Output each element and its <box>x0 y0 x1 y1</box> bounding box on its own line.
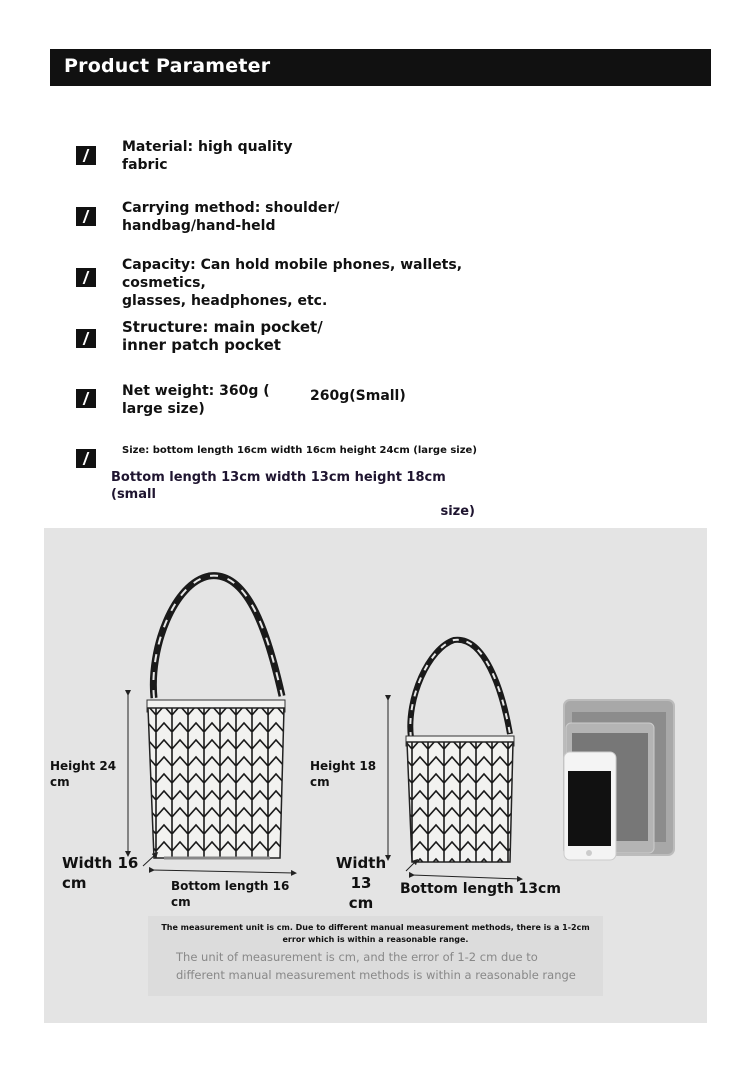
param-text: Carrying method: shoulder/ handbag/hand-held <box>122 200 340 234</box>
section-header <box>50 49 711 86</box>
small-height-label: Height 18 cm <box>310 759 377 789</box>
weight-small-note: 260g(Small) <box>310 388 406 404</box>
small-bag-image <box>406 640 514 862</box>
measurement-note-light: The unit of measurement is cm, and the error of 1-2 cm due to different manual measurement methods is within a reasonable range <box>176 950 576 982</box>
param-material <box>76 138 536 178</box>
section-title: Product Parameter <box>64 55 271 77</box>
param-carrying <box>76 199 536 239</box>
param-text: Size: bottom length 16cm width 16cm height 24cm (large size) <box>122 445 477 456</box>
measurement-note-bold: The measurement unit is cm. Due to different manual measurement methods, there is a 1-2cm error which is within a reasonable range. <box>161 923 590 944</box>
size-small-line2: size) <box>440 504 475 519</box>
slash-bullet-icon <box>76 207 96 226</box>
param-size <box>76 442 536 472</box>
param-capacity <box>76 256 536 309</box>
size-small-line1: Bottom length 13cm width 13cm height 18cm (small <box>111 470 446 502</box>
large-bag-image <box>147 576 285 858</box>
slash-bullet-icon <box>76 146 96 165</box>
measurement-note <box>148 916 603 996</box>
large-bottom-label: Bottom length 16 cm <box>171 879 290 909</box>
param-structure <box>76 318 536 358</box>
small-bottom-label: Bottom length 13cm <box>400 881 561 897</box>
param-text: Capacity: Can hold mobile phones, wallets, cosmetics, glasses, headphones, etc. <box>122 257 463 309</box>
param-text: Structure: main pocket/ inner patch pocket <box>122 318 323 354</box>
param-weight <box>76 382 536 422</box>
small-width-label: Width 13 cm <box>335 854 387 912</box>
size-reference-devices <box>564 700 674 860</box>
large-height-label: Height 24 cm <box>50 759 117 789</box>
param-text: Net weight: 360g ( large size) <box>122 383 270 417</box>
slash-bullet-icon <box>76 389 96 408</box>
slash-bullet-icon <box>76 449 96 468</box>
large-width-label: Width 16 cm <box>62 854 139 892</box>
slash-bullet-icon <box>76 268 96 287</box>
slash-bullet-icon <box>76 329 96 348</box>
param-text: Material: high quality fabric <box>122 139 293 173</box>
size-small-desc <box>111 469 475 520</box>
product-photo <box>44 528 707 1023</box>
